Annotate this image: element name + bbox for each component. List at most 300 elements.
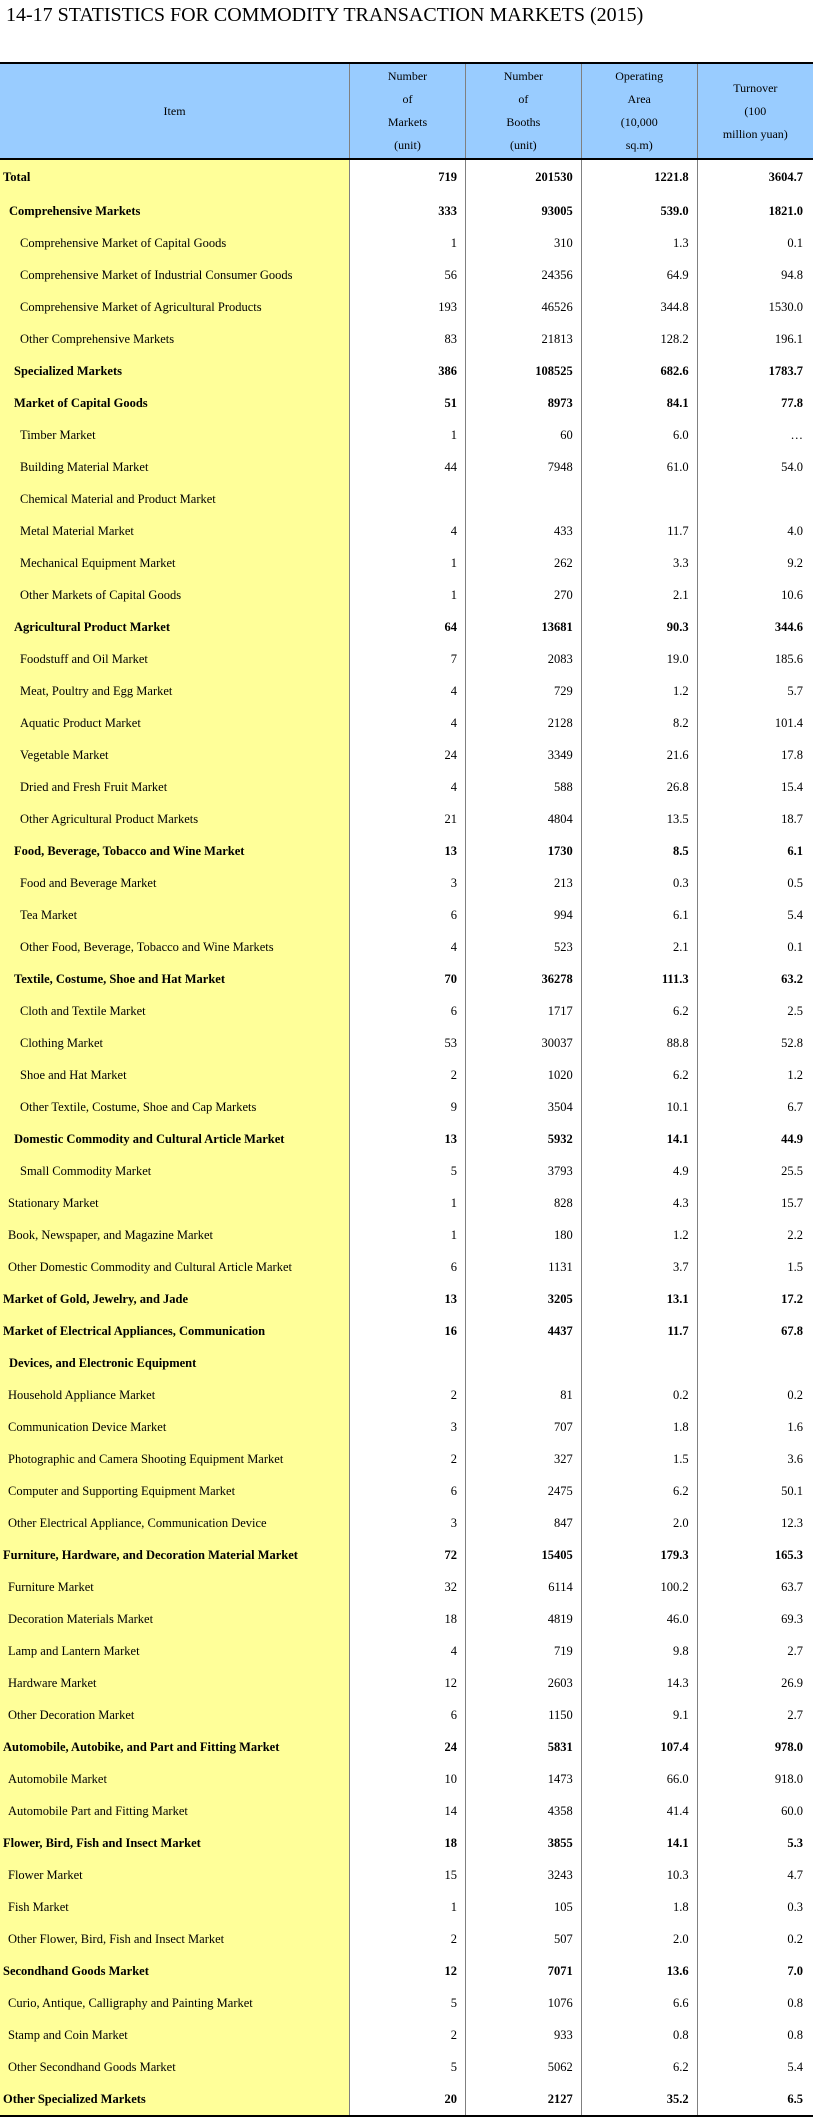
cell-item: Dried and Fresh Fruit Market [0, 771, 350, 803]
cell-booths: 5062 [465, 2051, 581, 2083]
cell-item: Market of Capital Goods [0, 387, 350, 419]
cell-item: Other Secondhand Goods Market [0, 2051, 350, 2083]
cell-markets: 12 [350, 1955, 466, 1987]
cell-markets: 4 [350, 771, 466, 803]
cell-booths: 24356 [465, 259, 581, 291]
cell-item: Stamp and Coin Market [0, 2019, 350, 2051]
cell-item: Cloth and Textile Market [0, 995, 350, 1027]
cell-turnover: 2.7 [787, 1707, 803, 1722]
cell-turnover [697, 483, 813, 515]
cell-booths: 3504 [465, 1091, 581, 1123]
cell-markets: 7 [350, 643, 466, 675]
table-row [0, 1763, 813, 1795]
cell-turnover: 5.3 [787, 1835, 803, 1850]
cell-item: Other Textile, Costume, Shoe and Cap Markets [0, 1091, 350, 1123]
cell-booths [465, 1347, 581, 1379]
cell-area: 0.3 [581, 867, 697, 899]
cell-item: Book, Newspaper, and Magazine Market [0, 1219, 350, 1251]
table-row [0, 1571, 813, 1603]
cell-turnover: 344.6 [774, 619, 803, 634]
table-row [0, 419, 813, 451]
cell-booths: 1150 [465, 1699, 581, 1731]
cell-markets: 1 [350, 579, 466, 611]
cell-markets: 193 [350, 291, 466, 323]
cell-markets: 2 [350, 1059, 466, 1091]
table-row [0, 227, 813, 259]
cell-markets: 64 [350, 611, 466, 643]
header-line: Area [627, 92, 651, 106]
table-row [0, 931, 813, 963]
header-line: (unit) [510, 138, 537, 152]
cell-markets: 6 [350, 1699, 466, 1731]
cell-area: 90.3 [581, 611, 697, 643]
cell-booths: 729 [465, 675, 581, 707]
cell-markets: 2 [350, 1923, 466, 1955]
cell-area: 1.2 [581, 1219, 697, 1251]
page-title: 14-17 STATISTICS FOR COMMODITY TRANSACTION MARKETS (2015) [6, 4, 644, 26]
table-row [0, 1635, 813, 1667]
cell-turnover: 2.5 [787, 1003, 803, 1018]
cell-markets: 1 [350, 1219, 466, 1251]
cell-booths: 7071 [465, 1955, 581, 1987]
cell-booths: 2083 [465, 643, 581, 675]
table-row [0, 675, 813, 707]
cell-item: Lamp and Lantern Market [0, 1635, 350, 1667]
cell-turnover: 52.8 [781, 1035, 803, 1050]
cell-item: Textile, Costume, Shoe and Hat Market [0, 963, 350, 995]
cell-markets: 2 [350, 1443, 466, 1475]
cell-turnover: 54.0 [781, 459, 803, 474]
cell-booths: 4437 [465, 1315, 581, 1347]
cell-turnover: 26.9 [781, 1675, 803, 1690]
cell-booths: 507 [465, 1923, 581, 1955]
cell-markets: 13 [350, 1283, 466, 1315]
cell-item: Flower, Bird, Fish and Insect Market [0, 1827, 350, 1859]
cell-booths: 7948 [465, 451, 581, 483]
cell-booths: 828 [465, 1187, 581, 1219]
table-row [0, 159, 813, 195]
cell-area: 8.5 [581, 835, 697, 867]
cell-booths: 21813 [465, 323, 581, 355]
cell-markets: 2 [350, 2019, 466, 2051]
cell-markets: 1 [350, 547, 466, 579]
table-row [0, 1443, 813, 1475]
cell-area: 2.0 [581, 1507, 697, 1539]
cell-turnover: 3.6 [787, 1451, 803, 1466]
cell-item: Vegetable Market [0, 739, 350, 771]
cell-area: 21.6 [581, 739, 697, 771]
header-turnover [697, 63, 813, 159]
table-row [0, 1699, 813, 1731]
cell-turnover: 17.2 [781, 1291, 803, 1306]
cell-item: Timber Market [0, 419, 350, 451]
cell-markets: 21 [350, 803, 466, 835]
cell-item: Food and Beverage Market [0, 867, 350, 899]
cell-item: Flower Market [0, 1859, 350, 1891]
cell-booths: 1131 [465, 1251, 581, 1283]
cell-turnover: 0.1 [787, 235, 803, 250]
table-row [0, 643, 813, 675]
cell-item: Automobile Part and Fitting Market [0, 1795, 350, 1827]
cell-turnover: 17.8 [781, 747, 803, 762]
cell-markets: 4 [350, 931, 466, 963]
cell-area: 14.1 [581, 1123, 697, 1155]
table-row [0, 771, 813, 803]
cell-markets: 12 [350, 1667, 466, 1699]
table-row [0, 1667, 813, 1699]
cell-turnover: 0.8 [787, 2027, 803, 2042]
cell-area: 11.7 [581, 515, 697, 547]
cell-area: 4.9 [581, 1155, 697, 1187]
cell-turnover: 978.0 [774, 1739, 803, 1754]
cell-item: Metal Material Market [0, 515, 350, 547]
cell-item: Furniture, Hardware, and Decoration Material Market [0, 1539, 350, 1571]
table-row [0, 1475, 813, 1507]
cell-item: Other Markets of Capital Goods [0, 579, 350, 611]
cell-turnover: 918.0 [774, 1771, 803, 1786]
cell-area: 88.8 [581, 1027, 697, 1059]
cell-item: Comprehensive Market of Industrial Consumer Goods [0, 259, 350, 291]
cell-area: 6.2 [581, 1475, 697, 1507]
cell-item: Other Decoration Market [0, 1699, 350, 1731]
statistics-table [0, 62, 813, 2117]
table-row [0, 1123, 813, 1155]
cell-turnover: 4.0 [787, 523, 803, 538]
cell-markets: 1 [350, 1187, 466, 1219]
cell-markets: 51 [350, 387, 466, 419]
cell-area: 0.8 [581, 2019, 697, 2051]
cell-area: 0.2 [581, 1379, 697, 1411]
cell-area: 64.9 [581, 259, 697, 291]
cell-booths: 4804 [465, 803, 581, 835]
cell-markets: 4 [350, 675, 466, 707]
cell-markets: 3 [350, 1411, 466, 1443]
cell-area: 3.7 [581, 1251, 697, 1283]
cell-markets: 4 [350, 515, 466, 547]
cell-booths: 5932 [465, 1123, 581, 1155]
cell-markets: 3 [350, 867, 466, 899]
table-row [0, 1283, 813, 1315]
table-row [0, 1347, 813, 1379]
cell-turnover: 12.3 [781, 1515, 803, 1530]
cell-markets: 13 [350, 835, 466, 867]
header-markets [350, 63, 466, 159]
cell-turnover: 165.3 [774, 1547, 803, 1562]
cell-item: Curio, Antique, Calligraphy and Painting Market [0, 1987, 350, 2019]
cell-turnover: 1821.0 [768, 203, 803, 218]
cell-turnover: 0.1 [787, 939, 803, 954]
cell-item: Agricultural Product Market [0, 611, 350, 643]
cell-item: Photographic and Camera Shooting Equipment Market [0, 1443, 350, 1475]
header-line: sq.m) [625, 138, 653, 152]
cell-turnover: 6.7 [787, 1099, 803, 1114]
cell-turnover: 196.1 [774, 331, 803, 346]
cell-booths: 6114 [465, 1571, 581, 1603]
cell-booths: 3243 [465, 1859, 581, 1891]
cell-item: Market of Gold, Jewelry, and Jade [0, 1283, 350, 1315]
cell-booths: 523 [465, 931, 581, 963]
table-row [0, 1539, 813, 1571]
cell-markets [350, 483, 466, 515]
cell-item: Meat, Poultry and Egg Market [0, 675, 350, 707]
table-row [0, 1219, 813, 1251]
cell-booths: 36278 [465, 963, 581, 995]
cell-turnover: 10.6 [781, 587, 803, 602]
cell-markets: 1 [350, 419, 466, 451]
cell-booths: 3349 [465, 739, 581, 771]
header-line: Booths [506, 115, 541, 129]
header-item: Item [0, 63, 350, 159]
cell-turnover: 5.4 [787, 2059, 803, 2074]
cell-area: 9.1 [581, 1699, 697, 1731]
cell-markets: 386 [350, 355, 466, 387]
table-row [0, 483, 813, 515]
cell-item: Tea Market [0, 899, 350, 931]
cell-item: Clothing Market [0, 1027, 350, 1059]
cell-area: 6.6 [581, 1987, 697, 2019]
cell-item: Decoration Materials Market [0, 1603, 350, 1635]
cell-item: Market of Electrical Appliances, Communication [0, 1315, 350, 1347]
header-line: (unit) [394, 138, 421, 152]
cell-booths: 46526 [465, 291, 581, 323]
table-row [0, 867, 813, 899]
table-row [0, 1955, 813, 1987]
cell-item: Other Comprehensive Markets [0, 323, 350, 355]
cell-turnover: 6.1 [787, 843, 803, 858]
cell-booths: 201530 [465, 159, 581, 195]
cell-turnover: 4.7 [787, 1867, 803, 1882]
cell-turnover: 18.7 [781, 811, 803, 826]
cell-booths: 105 [465, 1891, 581, 1923]
cell-markets: 13 [350, 1123, 466, 1155]
cell-booths: 4358 [465, 1795, 581, 1827]
table-row [0, 1507, 813, 1539]
cell-item: Other Domestic Commodity and Cultural Article Market [0, 1251, 350, 1283]
cell-markets: 5 [350, 1155, 466, 1187]
table-row [0, 579, 813, 611]
table-row [0, 803, 813, 835]
cell-item: Other Flower, Bird, Fish and Insect Market [0, 1923, 350, 1955]
cell-markets: 9 [350, 1091, 466, 1123]
table-row [0, 963, 813, 995]
cell-markets: 20 [350, 2083, 466, 2116]
cell-area: 539.0 [581, 195, 697, 227]
cell-item: Automobile Market [0, 1763, 350, 1795]
cell-markets: 24 [350, 1731, 466, 1763]
cell-item: Specialized Markets [0, 355, 350, 387]
cell-area: 26.8 [581, 771, 697, 803]
cell-markets: 14 [350, 1795, 466, 1827]
table-row [0, 547, 813, 579]
cell-area: 3.3 [581, 547, 697, 579]
cell-turnover [697, 1347, 813, 1379]
cell-booths: 588 [465, 771, 581, 803]
cell-turnover: 1530.0 [768, 299, 803, 314]
table-row [0, 259, 813, 291]
table-row [0, 1987, 813, 2019]
cell-booths: 15405 [465, 1539, 581, 1571]
table-row [0, 1795, 813, 1827]
cell-area: 8.2 [581, 707, 697, 739]
table-row [0, 195, 813, 227]
cell-area: 1.2 [581, 675, 697, 707]
cell-booths: 93005 [465, 195, 581, 227]
cell-markets: 53 [350, 1027, 466, 1059]
cell-area: 14.3 [581, 1667, 697, 1699]
cell-booths: 13681 [465, 611, 581, 643]
table-row [0, 1091, 813, 1123]
header-line: of [402, 92, 413, 106]
cell-area [581, 483, 697, 515]
cell-item: Other Agricultural Product Markets [0, 803, 350, 835]
cell-booths: 847 [465, 1507, 581, 1539]
cell-item: Hardware Market [0, 1667, 350, 1699]
table-row [0, 739, 813, 771]
cell-area: 344.8 [581, 291, 697, 323]
cell-area [581, 1347, 697, 1379]
cell-markets: 6 [350, 1475, 466, 1507]
cell-markets: 32 [350, 1571, 466, 1603]
cell-booths: 60 [465, 419, 581, 451]
cell-item: Comprehensive Market of Capital Goods [0, 227, 350, 259]
cell-turnover: … [790, 427, 803, 442]
cell-item: Mechanical Equipment Market [0, 547, 350, 579]
cell-item: Food, Beverage, Tobacco and Wine Market [0, 835, 350, 867]
cell-markets: 5 [350, 1987, 466, 2019]
cell-item: Secondhand Goods Market [0, 1955, 350, 1987]
cell-booths: 8973 [465, 387, 581, 419]
cell-booths: 1076 [465, 1987, 581, 2019]
cell-area: 1.5 [581, 1443, 697, 1475]
cell-area: 111.3 [581, 963, 697, 995]
table-row [0, 1059, 813, 1091]
cell-area: 6.0 [581, 419, 697, 451]
cell-area: 1221.8 [581, 159, 697, 195]
cell-booths: 270 [465, 579, 581, 611]
cell-turnover: 0.3 [787, 1899, 803, 1914]
cell-markets [350, 1347, 466, 1379]
table-row [0, 1603, 813, 1635]
cell-item: Other Electrical Appliance, Communication Device [0, 1507, 350, 1539]
table-row [0, 387, 813, 419]
cell-booths: 3855 [465, 1827, 581, 1859]
cell-area: 1.3 [581, 227, 697, 259]
cell-item: Comprehensive Markets [0, 195, 350, 227]
header-area [581, 63, 697, 159]
cell-area: 61.0 [581, 451, 697, 483]
cell-item: Chemical Material and Product Market [0, 483, 350, 515]
table-row [0, 707, 813, 739]
cell-area: 682.6 [581, 355, 697, 387]
cell-turnover: 0.8 [787, 1995, 803, 2010]
cell-turnover: 94.8 [781, 267, 803, 282]
header-booths [465, 63, 581, 159]
cell-turnover: 101.4 [774, 715, 803, 730]
table-row [0, 1827, 813, 1859]
cell-turnover: 1783.7 [768, 363, 803, 378]
cell-booths: 3793 [465, 1155, 581, 1187]
header-line: million yuan) [722, 126, 788, 141]
cell-turnover: 9.2 [787, 555, 803, 570]
cell-item: Automobile, Autobike, and Part and Fitting Market [0, 1731, 350, 1763]
cell-item: Communication Device Market [0, 1411, 350, 1443]
cell-booths: 707 [465, 1411, 581, 1443]
cell-markets: 1 [350, 227, 466, 259]
cell-item: Aquatic Product Market [0, 707, 350, 739]
cell-markets: 83 [350, 323, 466, 355]
table-row [0, 899, 813, 931]
table-row [0, 1187, 813, 1219]
cell-turnover: 67.8 [781, 1323, 803, 1338]
cell-markets: 719 [350, 159, 466, 195]
cell-item: Shoe and Hat Market [0, 1059, 350, 1091]
cell-booths: 2127 [465, 2083, 581, 2116]
table-row [0, 355, 813, 387]
cell-booths: 1730 [465, 835, 581, 867]
table-row [0, 323, 813, 355]
table-row [0, 2051, 813, 2083]
cell-booths: 310 [465, 227, 581, 259]
cell-area: 2.1 [581, 579, 697, 611]
table-body [0, 159, 813, 2116]
cell-turnover: 1.6 [787, 1419, 803, 1434]
cell-turnover: 0.5 [787, 875, 803, 890]
cell-area: 13.1 [581, 1283, 697, 1315]
table-row [0, 1379, 813, 1411]
cell-booths: 5831 [465, 1731, 581, 1763]
cell-area: 128.2 [581, 323, 697, 355]
cell-area: 84.1 [581, 387, 697, 419]
cell-area: 6.1 [581, 899, 697, 931]
cell-area: 6.2 [581, 1059, 697, 1091]
cell-turnover: 77.8 [781, 395, 803, 410]
table-row [0, 1891, 813, 1923]
header-line: Markets [387, 115, 428, 129]
cell-markets: 15 [350, 1859, 466, 1891]
cell-markets: 6 [350, 995, 466, 1027]
cell-markets: 5 [350, 2051, 466, 2083]
cell-area: 107.4 [581, 1731, 697, 1763]
cell-booths: 2128 [465, 707, 581, 739]
cell-turnover: 5.4 [787, 907, 803, 922]
cell-booths: 4819 [465, 1603, 581, 1635]
statistics-table-container [0, 62, 814, 2117]
cell-markets: 6 [350, 1251, 466, 1283]
table-row [0, 291, 813, 323]
cell-item: Fish Market [0, 1891, 350, 1923]
header-line: Turnover [733, 80, 778, 95]
cell-markets: 3 [350, 1507, 466, 1539]
cell-item: Computer and Supporting Equipment Market [0, 1475, 350, 1507]
cell-booths: 108525 [465, 355, 581, 387]
cell-area: 10.1 [581, 1091, 697, 1123]
cell-markets: 1 [350, 1891, 466, 1923]
cell-turnover: 15.7 [781, 1195, 803, 1210]
cell-area: 6.2 [581, 995, 697, 1027]
cell-area: 10.3 [581, 1859, 697, 1891]
cell-markets: 10 [350, 1763, 466, 1795]
cell-item: Small Commodity Market [0, 1155, 350, 1187]
cell-booths: 1020 [465, 1059, 581, 1091]
cell-area: 46.0 [581, 1603, 697, 1635]
table-row [0, 1315, 813, 1347]
cell-area: 66.0 [581, 1763, 697, 1795]
cell-turnover: 1.2 [787, 1067, 803, 1082]
cell-area: 179.3 [581, 1539, 697, 1571]
cell-turnover: 0.2 [787, 1931, 803, 1946]
cell-area: 100.2 [581, 1571, 697, 1603]
cell-turnover: 69.3 [781, 1611, 803, 1626]
